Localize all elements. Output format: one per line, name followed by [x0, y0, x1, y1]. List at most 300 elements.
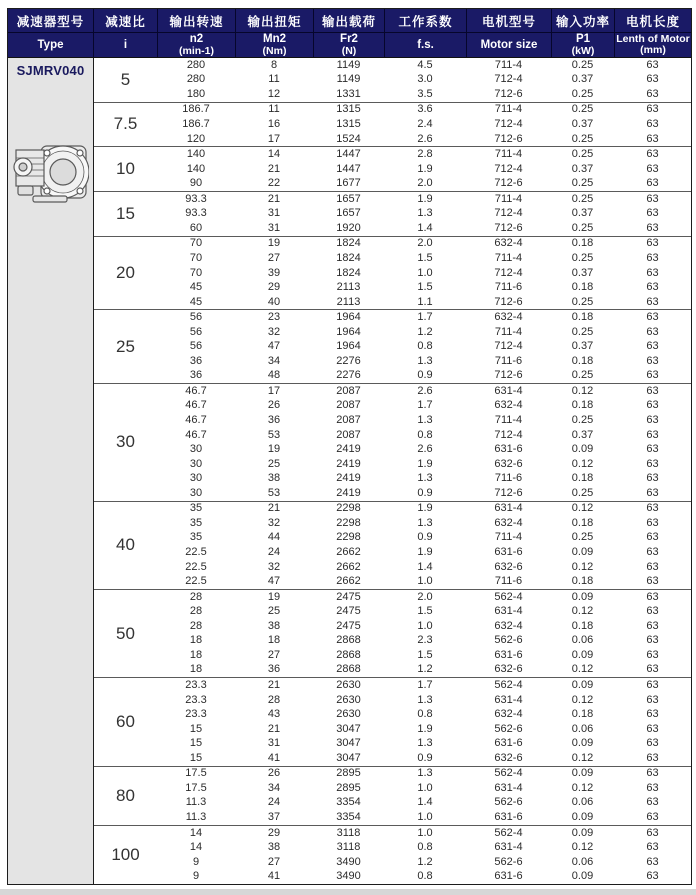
table-cell: 0.25 [571, 103, 594, 116]
table-cell: 1.1 [417, 295, 433, 308]
table-row [157, 663, 691, 678]
table-cell: 11.3 [185, 796, 207, 809]
table-cell: 1.9 [417, 457, 433, 470]
table-cell: 1.9 [417, 162, 433, 175]
table-cell: 2475 [336, 605, 361, 618]
table-cell: 63 [646, 708, 659, 721]
table-cell: 63 [646, 546, 659, 559]
table-cell: 1657 [336, 192, 361, 205]
table-cell: 0.25 [571, 87, 594, 100]
table-cell: 63 [646, 605, 659, 618]
ratio-group-5 [94, 58, 691, 102]
header-symbol: f.s. [417, 38, 434, 51]
table-cell: 631-6 [494, 870, 523, 883]
table-cell: 0.8 [417, 708, 433, 721]
table-cell: 0.25 [571, 486, 594, 499]
table-cell: 32 [267, 516, 281, 529]
table-cell: 1.2 [417, 325, 433, 338]
table-cell: 18 [189, 663, 203, 676]
table-cell: 1657 [336, 207, 361, 220]
table-cell: 63 [646, 295, 659, 308]
table-cell: 631-4 [494, 502, 523, 515]
table-cell: 46.7 [185, 384, 207, 397]
table-cell: 1.7 [417, 679, 433, 691]
table-cell: 56 [189, 311, 203, 324]
table-body-groups [94, 58, 691, 884]
table-cell: 0.09 [571, 546, 594, 559]
table-cell: 29 [267, 826, 281, 839]
table-cell: 632-4 [494, 237, 523, 250]
table-cell: 63 [646, 237, 659, 250]
table-cell: 2630 [336, 679, 361, 691]
type-column [8, 58, 94, 884]
table-row [157, 73, 691, 88]
table-cell: 562-4 [494, 826, 523, 839]
table-cell: 2113 [336, 295, 361, 308]
table-row [157, 237, 691, 252]
table-cell: 63 [646, 648, 659, 661]
table-cell: 712-6 [494, 486, 523, 499]
header-symbol: Fr2 [340, 33, 358, 46]
table-cell: 1149 [336, 58, 361, 71]
table-header [8, 9, 691, 58]
group-rows [157, 384, 691, 500]
page-bottom-divider [0, 889, 696, 895]
table-cell: 32 [267, 325, 281, 338]
ratio-group-20 [94, 236, 691, 310]
table-cell: 0.25 [571, 177, 594, 190]
table-cell: 1964 [336, 311, 361, 324]
table-cell: 63 [646, 414, 659, 427]
table-row [157, 207, 691, 222]
table-cell: 2.6 [417, 384, 433, 397]
table-cell: 21 [267, 192, 281, 205]
header-label-en [552, 33, 614, 57]
table-cell: 712-6 [494, 87, 523, 100]
ratio-group-15 [94, 191, 691, 236]
table-cell: 9 [192, 870, 200, 883]
table-cell: 631-6 [494, 811, 523, 823]
header-column-fr2 [313, 9, 384, 57]
table-cell: 35 [189, 531, 203, 544]
table-cell: 18 [267, 634, 281, 647]
table-cell: 1.7 [417, 399, 433, 412]
ratio-value: 25 [116, 336, 135, 356]
table-cell: 39 [267, 266, 281, 279]
table-cell: 0.37 [571, 266, 594, 279]
table-row [157, 855, 691, 870]
table-row [157, 266, 691, 281]
table-cell: 34 [267, 354, 281, 367]
table-row [157, 693, 691, 708]
table-row [157, 590, 691, 605]
header-unit: (Nm) [262, 44, 287, 57]
table-cell: 90 [189, 177, 203, 190]
table-cell: 1315 [336, 117, 361, 130]
table-cell: 1677 [336, 177, 361, 190]
table-cell: 562-4 [494, 679, 523, 691]
table-cell: 53 [267, 486, 281, 499]
table-cell: 562-6 [494, 855, 523, 868]
table-cell: 2475 [336, 590, 361, 603]
table-cell: 2.6 [417, 443, 433, 456]
table-cell: 0.09 [571, 826, 594, 839]
table-cell: 1149 [336, 73, 361, 86]
table-cell: 0.12 [571, 693, 594, 706]
table-cell: 3.0 [417, 73, 433, 86]
table-cell: 3354 [336, 796, 361, 809]
table-cell: 0.09 [571, 811, 594, 823]
table-cell: 28 [189, 619, 203, 632]
table-cell: 41 [267, 870, 281, 883]
table-cell: 23.3 [185, 693, 207, 706]
table-cell: 63 [646, 634, 659, 647]
table-cell: 2868 [336, 648, 361, 661]
table-cell: 562-6 [494, 796, 523, 809]
table-cell: 31 [267, 221, 281, 234]
header-label-en [314, 33, 384, 57]
table-row [157, 221, 691, 236]
table-cell: 63 [646, 457, 659, 470]
table-cell: 3.6 [417, 103, 433, 116]
ratio-group-80 [94, 766, 691, 825]
table-cell: 0.37 [571, 428, 594, 441]
header-label-zh: 输出载荷 [314, 9, 384, 33]
table-cell: 63 [646, 870, 659, 883]
table-cell: 120 [186, 132, 206, 145]
table-cell: 93.3 [185, 192, 207, 205]
ratio-group-10 [94, 146, 691, 191]
table-cell: 0.06 [571, 722, 594, 735]
table-cell: 632-4 [494, 619, 523, 632]
table-cell: 63 [646, 767, 659, 780]
table-cell: 41 [267, 751, 281, 764]
table-cell: 712-6 [494, 132, 523, 145]
table-cell: 0.06 [571, 855, 594, 868]
table-cell: 140 [186, 148, 206, 161]
header-label-en [467, 33, 551, 57]
table-cell: 632-6 [494, 457, 523, 470]
table-cell: 1920 [336, 221, 361, 234]
table-cell: 63 [646, 354, 659, 367]
table-cell: 24 [267, 546, 281, 559]
ratio-value: 50 [116, 623, 135, 643]
table-cell: 180 [186, 87, 206, 100]
table-cell: 31 [267, 207, 281, 220]
table-row [157, 574, 691, 589]
table-cell: 63 [646, 103, 659, 116]
model-number: SJMRV040 [16, 63, 85, 78]
table-cell: 0.25 [571, 414, 594, 427]
table-row [157, 560, 691, 575]
table-cell: 1.9 [417, 546, 433, 559]
table-cell: 19 [267, 443, 281, 456]
table-cell: 0.37 [571, 162, 594, 175]
table-cell: 11.3 [185, 811, 207, 823]
table-cell: 711-4 [494, 148, 523, 161]
table-cell: 26 [267, 399, 281, 412]
table-cell: 1.2 [417, 855, 433, 868]
table-cell: 63 [646, 679, 659, 691]
table-cell: 11 [268, 73, 280, 86]
table-cell: 1.7 [417, 311, 433, 324]
table-cell: 632-6 [494, 560, 523, 573]
header-symbol: P1 [575, 33, 591, 46]
table-cell: 1.3 [417, 737, 433, 750]
table-cell: 63 [646, 325, 659, 338]
table-cell: 21 [267, 502, 281, 515]
group-rows [157, 590, 691, 677]
table-cell: 1.3 [417, 472, 433, 485]
header-column-p1 [551, 9, 614, 57]
table-cell: 2662 [336, 575, 361, 588]
table-cell: 3047 [336, 722, 361, 735]
table-cell: 2868 [336, 634, 361, 647]
table-cell: 1.4 [417, 560, 433, 573]
table-row [157, 413, 691, 428]
table-cell: 711-6 [494, 354, 523, 367]
table-cell: 46.7 [185, 414, 207, 427]
table-cell: 63 [646, 251, 659, 264]
table-cell: 21 [267, 162, 281, 175]
table-cell: 711-4 [494, 325, 523, 338]
table-cell: 2868 [336, 663, 361, 676]
ratio-value: 7.5 [113, 114, 138, 134]
table-cell: 2298 [336, 516, 361, 529]
table-cell: 63 [646, 221, 659, 234]
table-cell: 0.12 [571, 781, 594, 794]
group-rows [157, 310, 691, 383]
header-symbol: Type [37, 38, 64, 51]
table-cell: 63 [646, 855, 659, 868]
table-cell: 0.8 [417, 428, 433, 441]
table-cell: 712-4 [494, 73, 523, 86]
table-cell: 23.3 [185, 708, 207, 721]
table-cell: 0.8 [417, 870, 433, 883]
table-cell: 63 [646, 340, 659, 353]
table-cell: 0.8 [417, 340, 433, 353]
table-cell: 15 [189, 737, 203, 750]
table-cell: 1447 [336, 162, 361, 175]
table-cell: 1447 [336, 148, 361, 161]
ratio-group-25 [94, 309, 691, 383]
table-cell: 18 [189, 648, 203, 661]
table-cell: 712-4 [494, 207, 523, 220]
table-cell: 35 [189, 502, 203, 515]
table-cell: 63 [646, 826, 659, 839]
table-cell: 2.8 [417, 148, 433, 161]
table-cell: 19 [267, 237, 281, 250]
table-cell: 14 [189, 841, 203, 854]
table-row [157, 486, 691, 501]
table-cell: 0.18 [571, 354, 594, 367]
table-row [157, 531, 691, 546]
table-cell: 8 [270, 58, 278, 71]
table-row [157, 442, 691, 457]
table-row [157, 384, 691, 399]
table-cell: 0.25 [571, 132, 594, 145]
ratio-group-50 [94, 589, 691, 677]
table-cell: 0.9 [417, 486, 433, 499]
table-cell: 0.25 [571, 531, 594, 544]
table-cell: 60 [189, 221, 203, 234]
table-cell: 0.12 [571, 841, 594, 854]
table-cell: 63 [646, 796, 659, 809]
table-row [157, 339, 691, 354]
table-row [157, 471, 691, 486]
header-label-zh: 减速比 [94, 9, 157, 33]
table-cell: 0.25 [571, 325, 594, 338]
group-rows [157, 103, 691, 147]
table-cell: 2895 [336, 781, 361, 794]
table-row [157, 58, 691, 73]
table-cell: 15 [189, 722, 203, 735]
table-row [157, 162, 691, 177]
header-label-en [236, 33, 313, 57]
table-cell: 3354 [336, 811, 361, 823]
table-cell: 2662 [336, 560, 361, 573]
table-cell: 2298 [336, 502, 361, 515]
table-cell: 21 [267, 722, 281, 735]
ratio-value: 5 [120, 69, 131, 89]
ratio-group-40 [94, 501, 691, 589]
table-cell: 0.09 [571, 648, 594, 661]
table-cell: 63 [646, 162, 659, 175]
table-row [157, 707, 691, 722]
table-cell: 18 [189, 634, 203, 647]
table-cell: 632-6 [494, 751, 523, 764]
table-cell: 63 [646, 575, 659, 588]
table-cell: 0.37 [571, 117, 594, 130]
table-cell: 1.2 [417, 663, 433, 676]
table-row [157, 251, 691, 266]
ratio-group-100 [94, 825, 691, 884]
table-cell: 2.0 [417, 177, 433, 190]
table-cell: 1.0 [417, 826, 433, 839]
table-cell: 0.12 [571, 605, 594, 618]
table-cell: 186.7 [182, 117, 210, 130]
table-row [157, 192, 691, 207]
table-cell: 2.4 [417, 117, 433, 130]
table-cell: 0.12 [571, 502, 594, 515]
table-row [157, 545, 691, 560]
header-label-en [94, 33, 157, 57]
table-cell: 1.3 [417, 207, 433, 220]
table-cell: 631-6 [494, 443, 523, 456]
table-cell: 45 [189, 281, 203, 294]
group-rows [157, 147, 691, 191]
table-row [157, 428, 691, 443]
table-cell: 22.5 [185, 546, 207, 559]
table-cell: 63 [646, 531, 659, 544]
table-cell: 1.3 [417, 693, 433, 706]
table-cell: 36 [267, 414, 281, 427]
table-cell: 0.09 [571, 590, 594, 603]
table-cell: 63 [646, 177, 659, 190]
table-row [157, 457, 691, 472]
table-cell: 3.5 [417, 87, 433, 100]
ratio-value: 10 [116, 159, 135, 179]
table-cell: 1.0 [417, 781, 433, 794]
header-column-motor-size [466, 9, 551, 57]
table-row [157, 869, 691, 884]
table-cell: 631-6 [494, 546, 523, 559]
table-cell: 0.18 [571, 311, 594, 324]
table-cell: 711-4 [494, 531, 523, 544]
table-cell: 36 [189, 369, 203, 382]
table-cell: 25 [267, 605, 281, 618]
table-cell: 632-4 [494, 311, 523, 324]
table-cell: 0.12 [571, 663, 594, 676]
table-cell: 2087 [336, 384, 361, 397]
table-cell: 0.25 [571, 295, 594, 308]
table-cell: 17 [267, 132, 281, 145]
table-cell: 712-6 [494, 295, 523, 308]
header-column-mn2 [235, 9, 313, 57]
table-row [157, 103, 691, 118]
table-cell: 2419 [336, 486, 361, 499]
table-row [157, 810, 691, 825]
ratio-value: 100 [111, 844, 140, 864]
table-row [157, 132, 691, 147]
table-cell: 22.5 [185, 560, 207, 573]
table-row [157, 736, 691, 751]
table-cell: 30 [189, 457, 203, 470]
table-cell: 631-4 [494, 841, 523, 854]
table-cell: 63 [646, 399, 659, 412]
table-cell: 0.25 [571, 192, 594, 205]
group-rows [157, 678, 691, 765]
table-cell: 562-4 [494, 590, 523, 603]
table-cell: 63 [646, 486, 659, 499]
ratio-group-30 [94, 383, 691, 500]
table-cell: 2087 [336, 399, 361, 412]
ratio-value: 20 [116, 263, 135, 282]
table-cell: 26 [267, 767, 281, 780]
table-cell: 63 [646, 516, 659, 529]
table-cell: 0.09 [571, 443, 594, 456]
header-column-i [93, 9, 157, 57]
table-cell: 14 [189, 826, 203, 839]
table-cell: 63 [646, 502, 659, 515]
table-cell: 2276 [336, 369, 361, 382]
table-cell: 712-4 [494, 162, 523, 175]
table-cell: 1.5 [417, 251, 433, 264]
table-cell: 22.5 [185, 575, 207, 588]
table-cell: 1.3 [417, 767, 433, 780]
table-cell: 0.25 [571, 221, 594, 234]
table-cell: 1.9 [417, 502, 433, 515]
group-rows [157, 237, 691, 310]
table-cell: 632-4 [494, 708, 523, 721]
ratio-group-60 [94, 677, 691, 765]
table-cell: 2419 [336, 472, 361, 485]
table-cell: 16 [267, 117, 281, 130]
table-cell: 47 [267, 340, 281, 353]
table-cell: 63 [646, 722, 659, 735]
table-cell: 0.25 [571, 148, 594, 161]
table-cell: 3490 [336, 855, 361, 868]
table-cell: 280 [186, 73, 206, 86]
table-cell: 2.0 [417, 590, 433, 603]
table-row [157, 280, 691, 295]
group-rows [157, 767, 691, 825]
table-cell: 712-4 [494, 428, 523, 441]
table-cell: 2087 [336, 414, 361, 427]
table-cell: 1.9 [417, 722, 433, 735]
table-cell: 63 [646, 693, 659, 706]
table-cell: 2419 [336, 457, 361, 470]
